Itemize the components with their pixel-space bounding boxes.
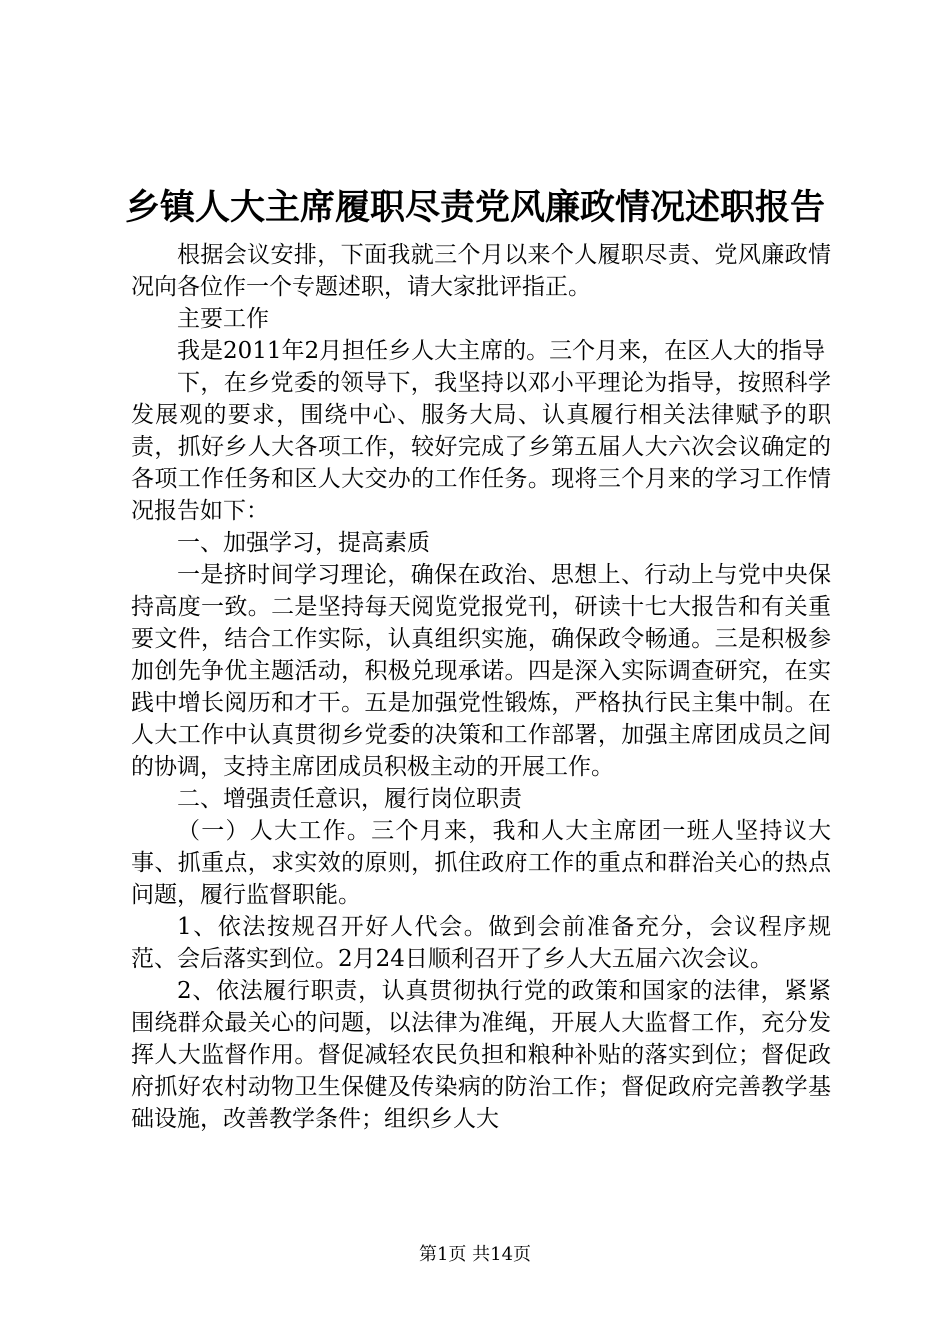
paragraph-supervision: 2、依法履行职责，认真贯彻执行党的政策和国家的法律，紧紧围绕群众最关心的问题，以法律为准绳，开展人大监督工作，充分发挥人大监督作用。督促减轻农民负担和粮种补贴的落实到位；督促政府抓好农村动物卫生保健及传染病的防治工作；督促政府完善教学基础设施，改善教学条件；组织乡人大 — [131, 978, 831, 1132]
section-heading-responsibility: 二、增强责任意识，履行岗位职责 — [177, 786, 522, 812]
paragraph-study: 一是挤时间学习理论，确保在政治、思想上、行动上与党中央保持高度一致。二是坚持每天阅览党报党刊，研读十七大报告和有关重要文件，结合工作实际，认真组织实施，确保政令畅通。三是积极参加创先争优主题活动，积极兑现承诺。四是深入实际调查研究，在实践中增长阅历和才干。五是加强党性锻炼，严格执行民主集中制。在人大工作中认真贯彻乡党委的决策和工作部署，加强主席团成员之间的协调，支持主席团成员积极主动的开展工作。 — [131, 562, 831, 780]
document-title: 乡镇人大主席履职尽责党风廉政情况述职报告 — [124, 187, 825, 228]
paragraph-intro: 根据会议安排，下面我就三个月以来个人履职尽责、党风廉政情况向各位作一个专题述职，请大家批评指正。 — [131, 242, 831, 300]
paragraph-congress-meeting: 1、依法按规召开好人代会。做到会前准备充分，会议程序规范、会后落实到位。2月24日顺利召开了乡人大五届六次会议。 — [131, 914, 831, 972]
paragraph-appointment: 我是2011年2月担任乡人大主席的。三个月来，在区人大的指导 — [177, 338, 826, 364]
document-body — [131, 239, 831, 1135]
section-heading-main-work: 主要工作 — [177, 306, 269, 332]
page-number-footer: 第1页 共14页 — [418, 1244, 532, 1265]
paragraph-npc-work: （一）人大工作。三个月来，我和人大主席团一班人坚持议大事、抓重点，求实效的原则，抓住政府工作的重点和群治关心的热点问题，履行监督职能。 — [131, 818, 831, 908]
paragraph-leadership: 下，在乡党委的领导下，我坚持以邓小平理论为指导，按照科学发展观的要求，围绕中心、服务大局、认真履行相关法律赋予的职责，抓好乡人大各项工作，较好完成了乡第五届人大六次会议确定的各项工作任务和区人大交办的工作任务。现将三个月来的学习工作情况报告如下： — [131, 370, 831, 524]
section-heading-study: 一、加强学习，提高素质 — [177, 530, 430, 556]
